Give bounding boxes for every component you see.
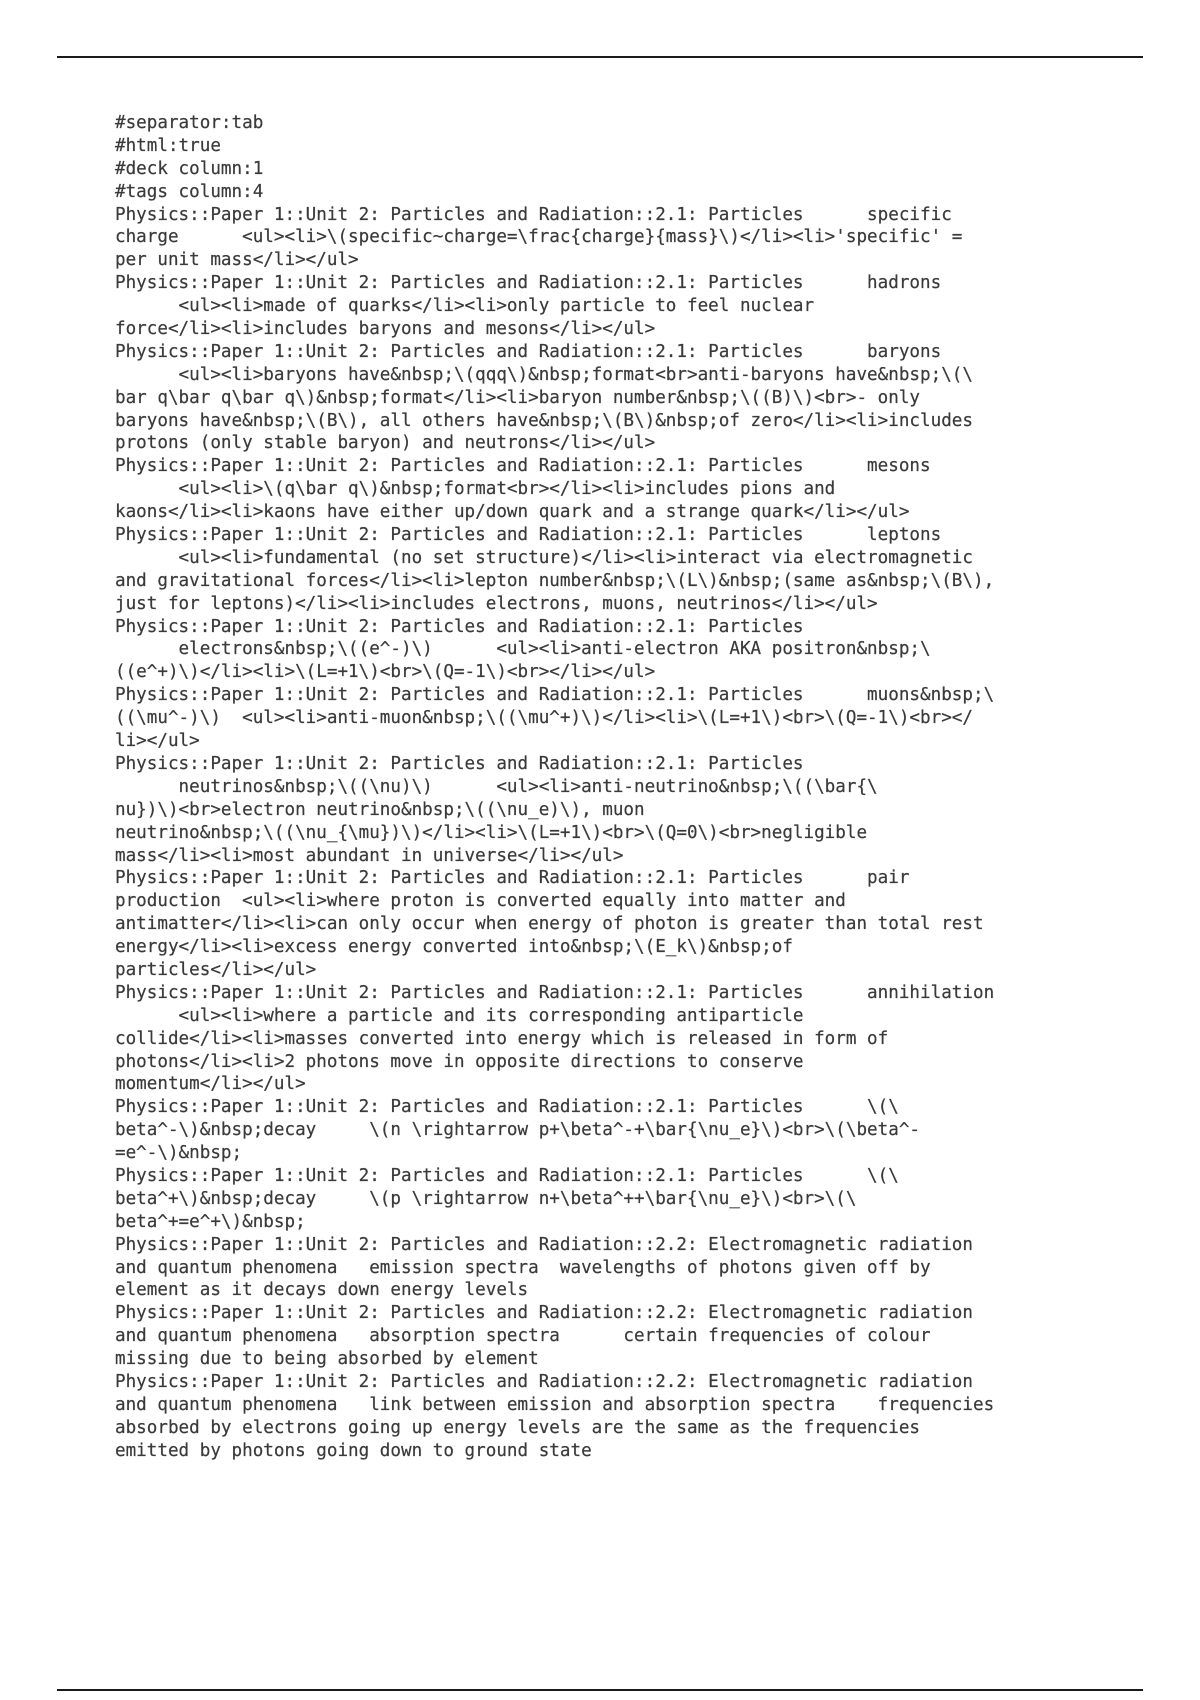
text-line: li></ul>	[115, 731, 200, 752]
text-line: bar q\bar q\bar q\)&nbsp;format</li><li>baryon number&nbsp;\((B)\)<br>- only	[115, 387, 921, 408]
text-line: <ul><li>\(q\bar q\)&nbsp;format<br></li><li>includes pions and	[115, 479, 836, 500]
text-line: beta^+=e^+\)&nbsp;	[115, 1211, 306, 1232]
text-line: and quantum phenomena emission spectra wavelengths of photons given off by	[115, 1257, 931, 1278]
text-line: electrons&nbsp;\((e^-)\) <ul><li>anti-electron AKA positron&nbsp;\	[115, 639, 931, 660]
text-line: #tags column:4	[115, 181, 264, 202]
text-line: <ul><li>baryons have&nbsp;\(qqq\)&nbsp;format<br>anti-baryons have&nbsp;\(\	[115, 364, 973, 385]
text-line: <ul><li>made of quarks</li><li>only particle to feel nuclear	[115, 296, 815, 317]
text-line: emitted by photons going down to ground state	[115, 1440, 592, 1461]
text-line: antimatter</li><li>can only occur when energy of photon is greater than total rest	[115, 914, 984, 935]
text-line: beta^+\)&nbsp;decay \(p \rightarrow n+\beta^++\bar{\nu_e}\)<br>\(\	[115, 1188, 857, 1209]
text-line: <ul><li>fundamental (no set structure)</li><li>interact via electromagnetic	[115, 547, 973, 568]
text-line: force</li><li>includes baryons and mesons</li></ul>	[115, 319, 656, 340]
header-rule	[57, 56, 1143, 58]
text-line: Physics::Paper 1::Unit 2: Particles and Radiation::2.1: Particles	[115, 753, 804, 774]
text-line: Physics::Paper 1::Unit 2: Particles and Radiation::2.2: Electromagnetic radiation	[115, 1371, 973, 1392]
text-line: #separator:tab	[115, 113, 264, 133]
text-line: #html:true	[115, 135, 221, 156]
text-line: and gravitational forces</li><li>lepton number&nbsp;\(L\)&nbsp;(same as&nbsp;\(B\),	[115, 570, 995, 591]
text-line: Physics::Paper 1::Unit 2: Particles and Radiation::2.1: Particles \(\	[115, 1097, 899, 1118]
text-line: protons (only stable baryon) and neutrons</li></ul>	[115, 433, 656, 454]
text-line: Physics::Paper 1::Unit 2: Particles and Radiation::2.2: Electromagnetic radiation	[115, 1234, 973, 1255]
text-line: production <ul><li>where proton is converted equally into matter and	[115, 891, 846, 912]
text-line: Physics::Paper 1::Unit 2: Particles and Radiation::2.1: Particles muons&nbsp;\	[115, 685, 995, 706]
text-line: beta^-\)&nbsp;decay \(n \rightarrow p+\beta^-+\bar{\nu_e}\)<br>\(\beta^-	[115, 1120, 921, 1141]
text-line: momentum</li></ul>	[115, 1074, 306, 1095]
text-line: neutrino&nbsp;\((\nu_{\mu})\)</li><li>\(L=+1\)<br>\(Q=0\)<br>negligible	[115, 822, 868, 843]
text-line: particles</li></ul>	[115, 959, 317, 980]
text-line: ((\mu^-)\) <ul><li>anti-muon&nbsp;\((\mu^+)\)</li><li>\(L=+1\)<br>\(Q=-1\)<br></	[115, 708, 973, 729]
text-line: Physics::Paper 1::Unit 2: Particles and Radiation::2.2: Electromagnetic radiation	[115, 1303, 973, 1324]
text-line: photons</li><li>2 photons move in opposite directions to conserve	[115, 1051, 804, 1072]
text-line: charge <ul><li>\(specific~charge=\frac{charge}{mass}\)</li><li>'specific' =	[115, 227, 963, 248]
text-line: Physics::Paper 1::Unit 2: Particles and Radiation::2.1: Particles leptons	[115, 525, 942, 546]
text-line: =e^-\)&nbsp;	[115, 1143, 243, 1164]
text-line: Physics::Paper 1::Unit 2: Particles and Radiation::2.1: Particles annihilation	[115, 982, 995, 1003]
text-line: element as it decays down energy levels	[115, 1280, 529, 1301]
text-line: collide</li><li>masses converted into energy which is released in form of	[115, 1028, 889, 1049]
text-line: energy</li><li>excess energy converted into&nbsp;\(E_k\)&nbsp;of	[115, 937, 793, 958]
text-line: Physics::Paper 1::Unit 2: Particles and Radiation::2.1: Particles mesons	[115, 456, 931, 477]
text-line: nu})\)<br>electron neutrino&nbsp;\((\nu_e)\), muon	[115, 799, 645, 820]
text-line: baryons have&nbsp;\(B\), all others have&nbsp;\(B\)&nbsp;of zero</li><li>includes	[115, 410, 973, 431]
text-line: #deck column:1	[115, 158, 264, 179]
text-line: <ul><li>where a particle and its corresponding antiparticle	[115, 1005, 804, 1026]
text-line: kaons</li><li>kaons have either up/down quark and a strange quark</li></ul>	[115, 502, 910, 523]
text-line: mass</li><li>most abundant in universe</li></ul>	[115, 845, 624, 866]
text-line: per unit mass</li></ul>	[115, 250, 359, 271]
text-line: ((e^+)\)</li><li>\(L=+1\)<br>\(Q=-1\)<br></li></ul>	[115, 662, 656, 683]
text-line: Physics::Paper 1::Unit 2: Particles and Radiation::2.1: Particles \(\	[115, 1165, 899, 1186]
text-line: neutrinos&nbsp;\((\nu)\) <ul><li>anti-neutrino&nbsp;\((\bar{\	[115, 776, 878, 797]
text-line: missing due to being absorbed by element	[115, 1349, 539, 1370]
text-line: Physics::Paper 1::Unit 2: Particles and Radiation::2.1: Particles hadrons	[115, 273, 942, 294]
footer-rule	[57, 1689, 1143, 1691]
text-line: and quantum phenomena link between emission and absorption spectra frequencies	[115, 1394, 995, 1415]
text-line: Physics::Paper 1::Unit 2: Particles and Radiation::2.1: Particles pair	[115, 868, 910, 889]
document-body	[115, 112, 1145, 1463]
text-line: just for leptons)</li><li>includes electrons, muons, neutrinos</li></ul>	[115, 593, 878, 614]
text-line: Physics::Paper 1::Unit 2: Particles and Radiation::2.1: Particles specific	[115, 204, 952, 225]
text-line: and quantum phenomena absorption spectra certain frequencies of colour	[115, 1326, 931, 1347]
text-line: Physics::Paper 1::Unit 2: Particles and Radiation::2.1: Particles	[115, 616, 804, 637]
text-line: Physics::Paper 1::Unit 2: Particles and Radiation::2.1: Particles baryons	[115, 341, 942, 362]
text-line: absorbed by electrons going up energy levels are the same as the frequencies	[115, 1417, 921, 1438]
